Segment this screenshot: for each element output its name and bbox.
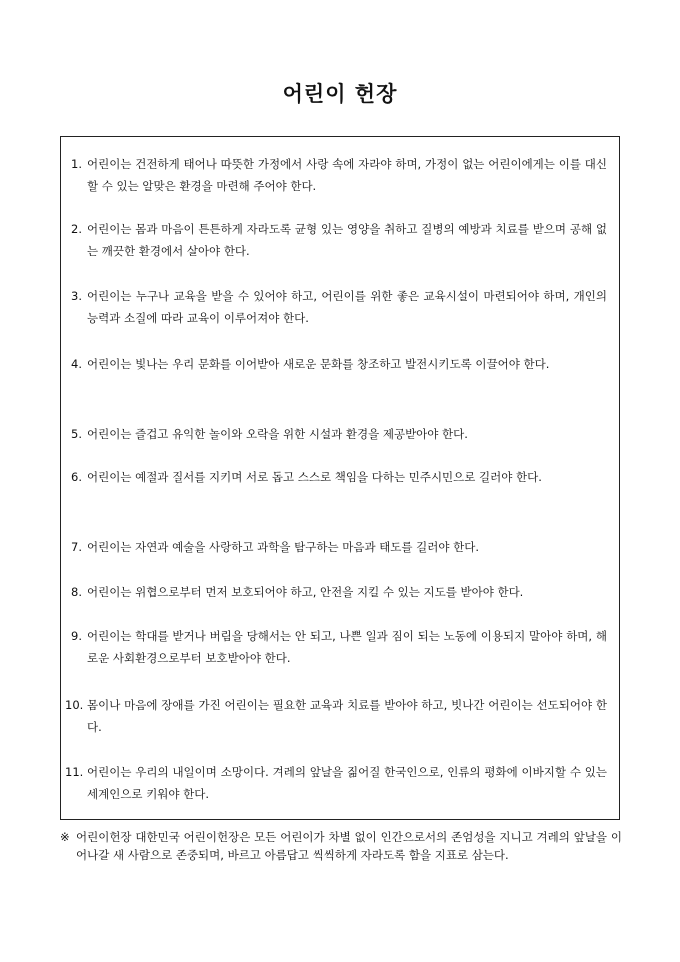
footnote bbox=[60, 828, 622, 864]
charter-item-8 bbox=[61, 581, 621, 603]
footnote-text: 어린이헌장 대한민국 어린이헌장은 모든 어린이가 차별 없이 인간으로서의 존엄성을 지니고 겨레의 앞날을 이어나갈 새 사람으로 존중되며, 바르고 아름답고 씩씩하게 자라도록 함을 지표로 삼는다. bbox=[76, 830, 622, 862]
charter-item-7 bbox=[61, 536, 621, 558]
item-number: 2. bbox=[71, 222, 82, 236]
item-number: 10. bbox=[65, 698, 84, 712]
charter-box bbox=[60, 136, 620, 820]
item-text: 어린이는 몸과 마음이 튼튼하게 자라도록 균형 있는 영양을 취하고 질병의 예방과 치료를 받으며 공해 없는 깨끗한 환경에서 살아야 한다. bbox=[87, 222, 607, 258]
item-number: 11. bbox=[65, 765, 84, 779]
reference-mark-icon: ※ bbox=[60, 830, 70, 844]
charter-item-1 bbox=[61, 153, 621, 197]
page-title: 어린이 헌장 bbox=[282, 81, 398, 106]
item-text: 어린이는 우리의 내일이며 소망이다. 겨레의 앞날을 짊어질 한국인으로, 인류의 평화에 이바지할 수 있는 세계인으로 키워야 한다. bbox=[87, 765, 607, 801]
charter-item-3 bbox=[61, 285, 621, 329]
item-number: 7. bbox=[71, 540, 82, 554]
charter-item-5 bbox=[61, 423, 621, 445]
item-number: 1. bbox=[71, 157, 82, 171]
charter-item-6 bbox=[61, 466, 621, 488]
item-number: 5. bbox=[71, 427, 82, 441]
item-text: 어린이는 즐겁고 유익한 놀이와 오락을 위한 시설과 환경을 제공받아야 한다. bbox=[87, 427, 468, 441]
item-text: 어린이는 위협으로부터 먼저 보호되어야 하고, 안전을 지킬 수 있는 지도를 받아야 한다. bbox=[87, 585, 524, 599]
item-text: 어린이는 빛나는 우리 문화를 이어받아 새로운 문화를 창조하고 발전시키도록 이끌어야 한다. bbox=[87, 357, 550, 371]
charter-item-11 bbox=[61, 761, 621, 805]
item-text: 어린이는 건전하게 태어나 따뜻한 가정에서 사랑 속에 자라야 하며, 가정이 없는 어린이에게는 이를 대신할 수 있는 알맞은 환경을 마련해 주어야 한다. bbox=[87, 157, 607, 193]
charter-item-10 bbox=[61, 694, 621, 738]
charter-item-9 bbox=[61, 625, 621, 669]
item-text: 어린이는 누구나 교육을 받을 수 있어야 하고, 어린이를 위한 좋은 교육시설이 마련되어야 하며, 개인의 능력과 소질에 따라 교육이 이루어져야 한다. bbox=[87, 289, 607, 325]
item-number: 4. bbox=[71, 357, 82, 371]
item-text: 어린이는 학대를 받거나 버림을 당해서는 안 되고, 나쁜 일과 짐이 되는 노동에 이용되지 말아야 하며, 해로운 사회환경으로부터 보호받아야 한다. bbox=[87, 629, 607, 665]
item-number: 3. bbox=[71, 289, 82, 303]
item-number: 6. bbox=[71, 470, 82, 484]
charter-item-2 bbox=[61, 218, 621, 262]
item-text: 어린이는 예절과 질서를 지키며 서로 돕고 스스로 책임을 다하는 민주시민으로 길러야 한다. bbox=[87, 470, 542, 484]
charter-item-4 bbox=[61, 353, 621, 375]
item-text: 어린이는 자연과 예술을 사랑하고 과학을 탐구하는 마음과 태도를 길러야 한다. bbox=[87, 540, 480, 554]
item-number: 9. bbox=[71, 629, 82, 643]
item-text: 몸이나 마음에 장애를 가진 어린이는 필요한 교육과 치료를 받아야 하고, 빗나간 어린이는 선도되어야 한다. bbox=[87, 698, 607, 734]
item-number: 8. bbox=[71, 585, 82, 599]
